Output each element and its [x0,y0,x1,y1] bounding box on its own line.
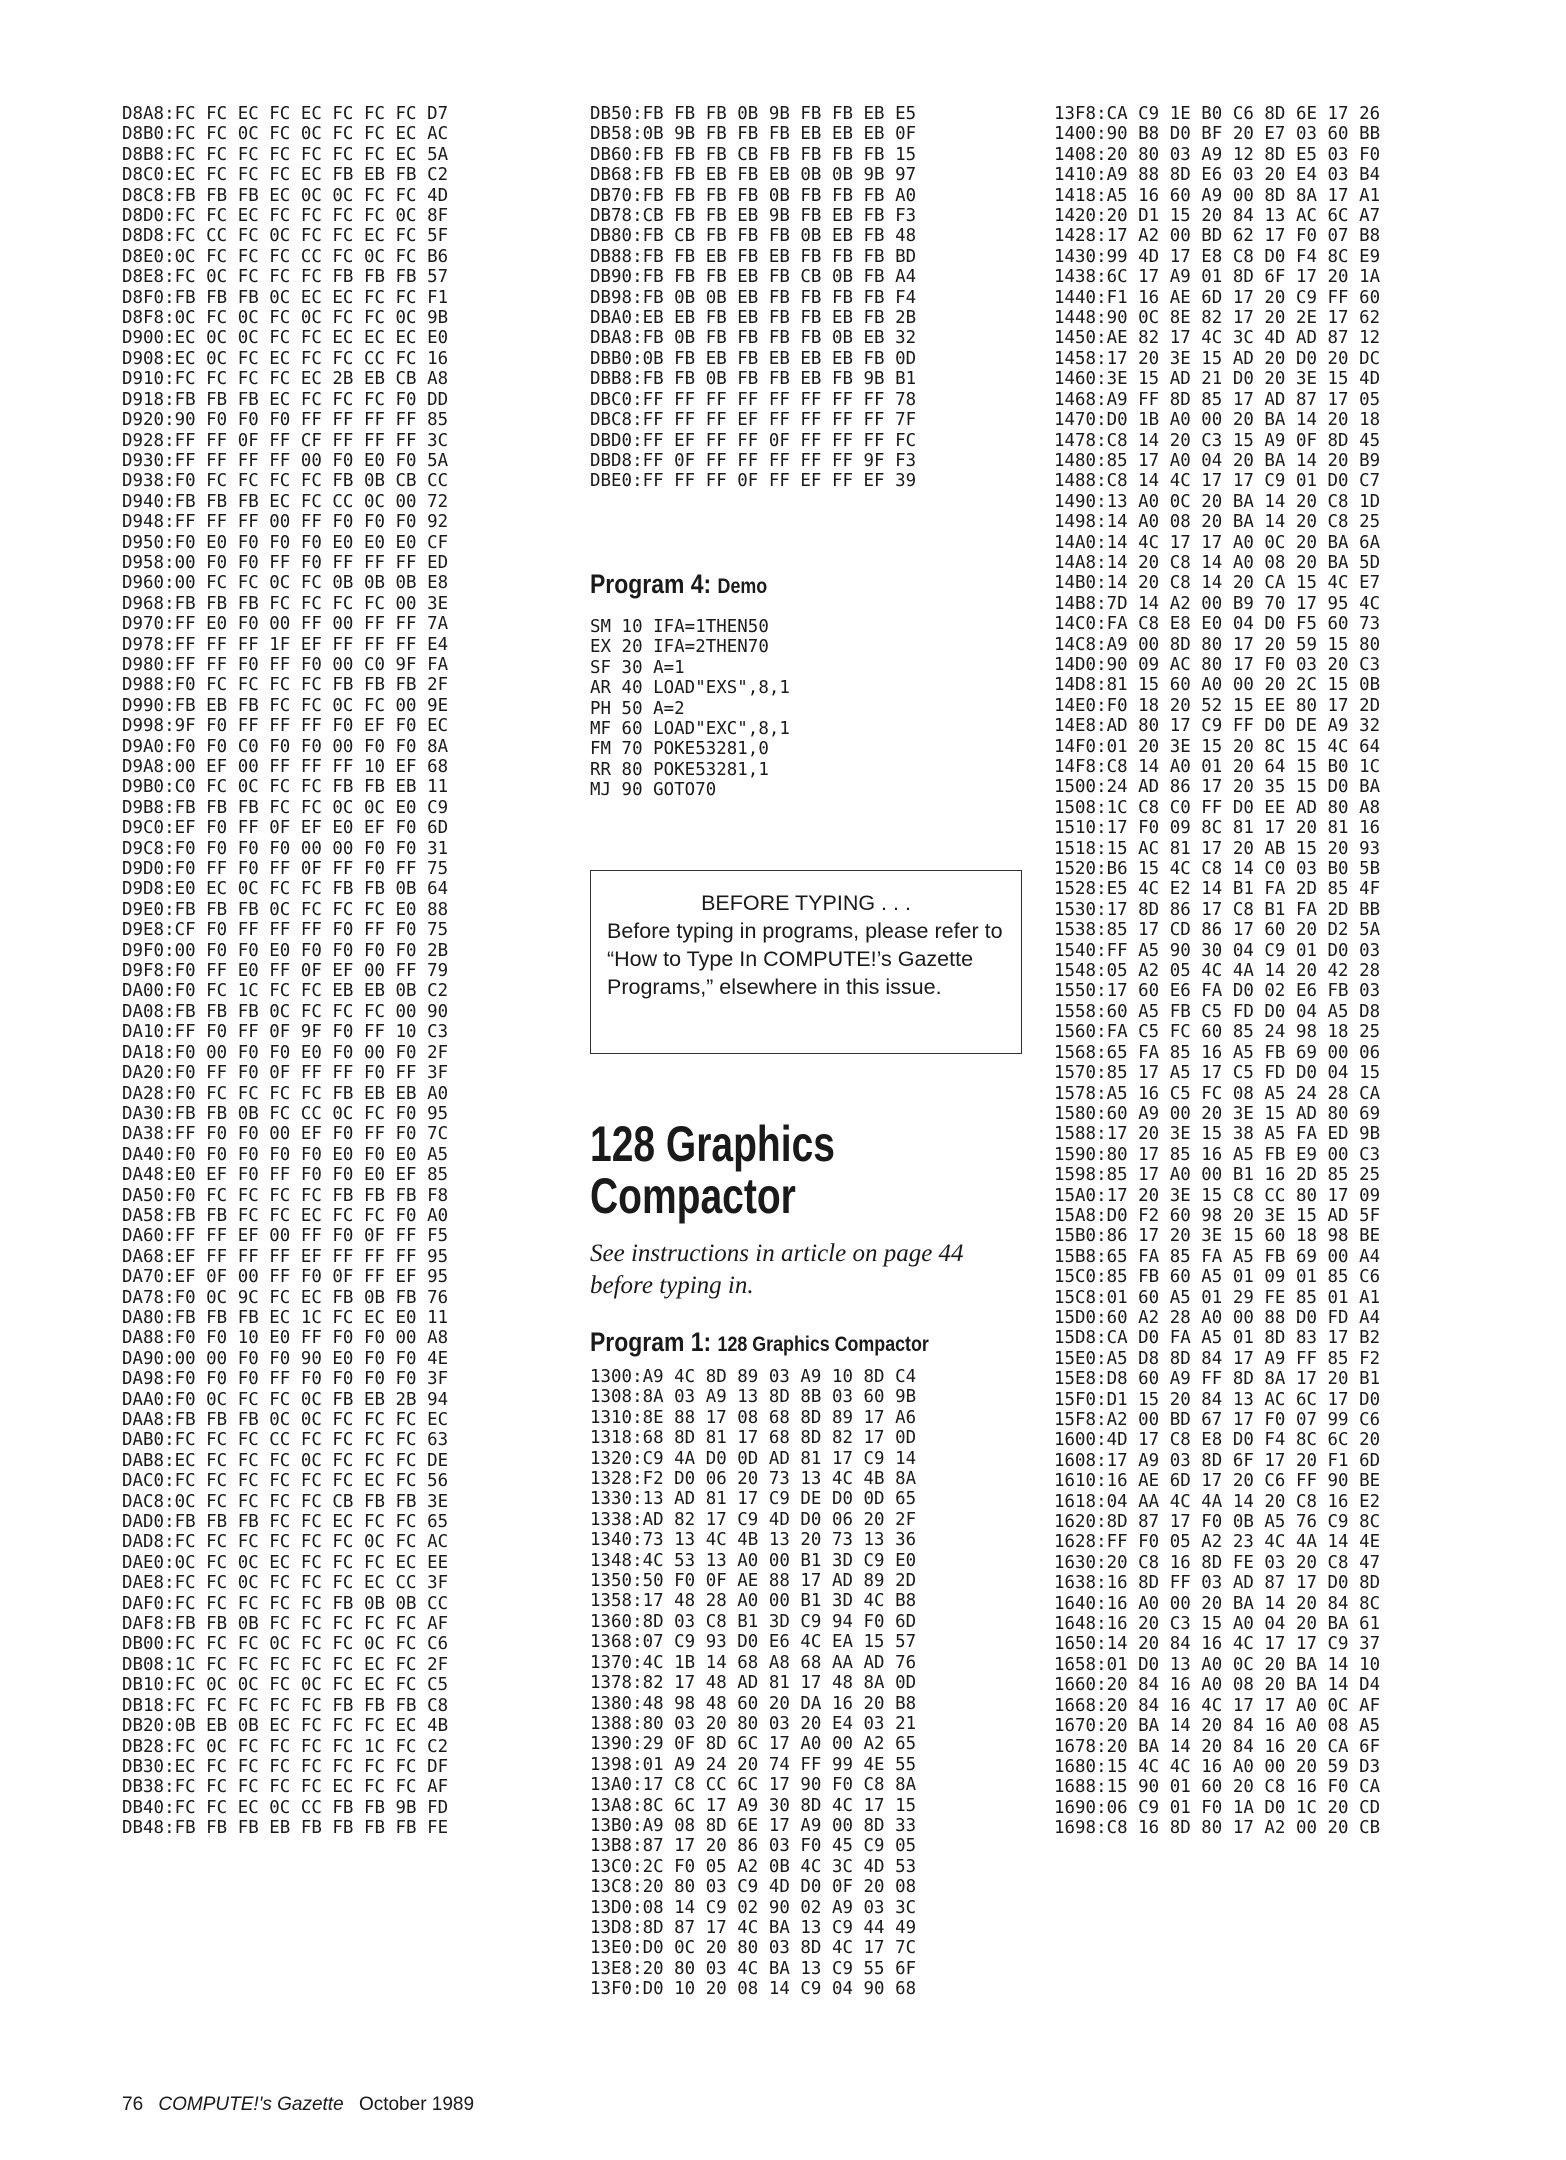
program-1-heading [590,1326,929,1361]
program-1-listing: 1300:A9 4C 8D 89 03 A9 10 8D C4 1308:8A 03 A9 13 8D 8B 03 60 9B 1310:8E 88 17 08 68 8D 89 17 A6 1318:68 8D 81 17 68 8D 82 17 0D 1320:C9 4A D0 0D AD 81 17 C9 14 1328:F2 D0 06 20 73 13 4C 4B 8A 1330:13 AD 81 17 C9 DE D0 0D 65 1338:AD 82 17 C9 4D D0 06 20 2F 1340:73 13 4C 4B 13 20 73 13 36 1348:4C 53 13 A0 00 B1 3D C9 E0 1350:50 F0 0F AE 88 17 AD 89 2D 1358:17 48 28 A0 00 B1 3D 4C B8 1360:8D 03 C8 B1 3D C9 94 F0 6D 1368:07 C9 93 D0 E6 4C EA 15 57 1370:4C 1B 14 68 A8 68 AA AD 76 1378:82 17 48 AD 81 17 48 8A 0D 1380:48 98 48 60 20 DA 16 20 B8 1388:80 03 20 80 03 20 E4 03 21 1390:29 0F 8D 6C 17 A0 00 A2 65 1398:01 A9 24 20 74 FF 99 4E 55 13A0:17 C8 CC 6C 17 90 F0 C8 8A 13A8:8C 6C 17 A9 30 8D 4C 17 15 13B0:A9 08 8D 6E 17 A9 00 8D 33 13B8:87 17 20 86 03 F0 45 C9 05 13C0:2C F0 05 A2 0B 4C 3C 4D 53 13C8:20 80 03 C9 4D D0 0F 20 08 13D0:08 14 C9 02 90 02 A9 03 3C 13D8:8D 87 17 4C BA 13 C9 44 49 13E0:D0 0C 20 80 03 8D 4C 17 7C 13E8:20 80 03 4C BA 13 C9 55 6F 13F0:D0 10 20 08 14 C9 04 90 68 [590,1367,917,2000]
before-typing-notice [590,870,1022,1054]
notice-body: Before typing in programs, please refer to “How to Type In COMPUTE!’s Gazette Programs,” elsewhere in this issue. [607,919,1003,999]
program-4-section [590,568,798,801]
hex-listing: D8A8:FC FC EC FC EC FC FC FC D7 D8B0:FC FC 0C FC 0C FC FC EC AC D8B8:FC FC FC FC FC FC FC EC 5A D8C0:EC FC FC FC EC FB EB FB C2 D8C8:FB FB FB EC 0C 0C FC FC 4D D8D0:FC FC EC FC FC FC FC 0C 8F D8D8:FC CC FC 0C FC FC EC FC 5F D8E0:0C FC FC FC CC FC 0C FC B6 D8E8:FC 0C FC FC FC FB FB FB 57 D8F0:FB FB FB 0C EC EC FC FC F1 D8F8:0C FC 0C FC 0C FC FC 0C 9B D900:EC 0C 0C FC FC EC EC EC E0 D908:EC 0C FC EC FC FC CC FC 16 D910:FC FC FC FC EC 2B EB CB A8 D918:FB FB FB EC FC FC FC F0 DD D920:90 F0 F0 F0 FF FF FF FF 85 D928:FF FF 0F FF CF FF FF FF 3C D930:FF FF FF FF 00 F0 E0 F0 5A D938:F0 FC FC FC FC FB 0B CB CC D940:FB FB FB EC FC CC 0C 00 72 D948:FF FF FF 00 FF F0 F0 F0 92 D950:F0 E0 F0 F0 F0 E0 E0 E0 CF D958:00 F0 F0 FF F0 FF FF FF ED D960:00 FC FC 0C FC 0B 0B 0B E8 D968:FB FB FB FC FC FC FC 00 3E D970:FF E0 F0 00 FF 00 FF FF 7A D978:FF FF FF 1F EF FF FF FF E4 D980:FF FF F0 FF F0 00 C0 9F FA D988:F0 FC FC FC FC FB FB FB 2F D990:FB EB FB FC FC 0C FC 00 9E D998:9F F0 FF FF FF F0 EF F0 EC D9A0:F0 F0 C0 F0 F0 00 F0 F0 8A D9A8:00 EF 00 FF FF FF 10 EF 68 D9B0:C0 FC 0C FC FC FB FB EB 11 D9B8:FB FB FB FC FC 0C 0C E0 C9 D9C0:EF F0 FF 0F EF E0 EF F0 6D D9C8:F0 F0 F0 F0 00 00 F0 F0 31 D9D0:F0 FF F0 FF 0F FF F0 FF 75 D9D8:E0 EC 0C FC FC FB FB 0B 64 D9E0:FB FB FB 0C FC FC FC E0 88 D9E8:CF F0 FF FF FF F0 FF F0 75 D9F0:00 F0 F0 E0 F0 F0 F0 F0 2B D9F8:F0 FF E0 FF 0F EF 00 FF 79 DA00:F0 FC 1C FC FC EB EB 0B C2 DA08:FB FB FB 0C FC FC FC 00 90 DA10:FF F0 FF 0F 9F F0 FF 10 C3 DA18:F0 00 F0 F0 E0 F0 00 F0 2F DA20:F0 FF F0 0F FF FF F0 FF 3F DA28:F0 FC FC FC FC FB EB EB A0 DA30:FB FB 0B FC CC 0C FC F0 95 DA38:FF F0 F0 00 EF F0 FF F0 7C DA40:F0 F0 F0 F0 F0 E0 F0 E0 A5 DA48:E0 EF F0 FF F0 F0 E0 EF 85 DA50:F0 FC FC FC FC FB FB FB F8 DA58:FB FB FC FC EC FC FC F0 A0 DA60:FF FF EF 00 FF F0 0F FF F5 DA68:EF FF FF FF EF FF FF FF 95 DA70:EF 0F 00 FF F0 0F FF EF 95 DA78:F0 0C 9C FC EC FB 0B FB 76 DA80:FB FB FB EC 1C FC EC E0 11 DA88:F0 F0 10 E0 FF F0 F0 00 A8 DA90:00 00 F0 F0 90 E0 F0 F0 4E DA98:F0 F0 F0 FF F0 F0 F0 F0 3F DAA0:F0 0C FC FC 0C FB EB 2B 94 DAA8:FB FB FB 0C 0C FC FC FC EC DAB0:FC FC FC CC FC FC FC FC 63 DAB8:EC FC FC FC 0C FC FC FC DE DAC0:FC FC FC FC FC FC EC FC 56 DAC8:0C FC FC FC FC CB FB FB 3E DAD0:FB FB FB FC FC EC FC FC 65 DAD8:FC FC FC FC FC FC 0C FC AC DAE0:0C FC 0C EC FC FC FC EC EE DAE8:FC FC 0C FC FC FC EC CC 3F DAF0:FC FC FC FC FC FB 0B 0B CC DAF8:FB FB 0B FC FC FC FC FC AF DB00:FC FC FC 0C FC FC 0C FC C6 DB08:1C FC FC FC FC FC EC FC 2F DB10:FC 0C 0C FC 0C FC EC FC C5 DB18:FC FC FC FC FC FB FB FB C8 DB20:0B EB 0B EC FC FC FC EC 4B DB28:FC 0C FC FC FC FC 1C FC C2 DB30:EC FC FC FC FC FC FC FC DF DB38:FC FC FC FC FC EC FC FC AF DB40:FC FC EC 0C CC FB FB 9B FD DB48:FB FB FB EB FB FB FB FB FE [122,104,449,1839]
hex-listing-column-1 [122,104,448,1839]
program-4-listing: SM 10 IFA=1THEN50 EX 20 IFA=2THEN70 SF 30 A=1 AR 40 LOAD"EXS",8,1 PH 50 A=2 MF 60 LOAD"EXC",8,1 FM 70 POKE53281,0 RR 80 POKE53281,1 MJ 90 GOTO70 [590,617,790,801]
page-footer [122,2094,474,2116]
program-4-heading-prefix: Program 4: [590,569,712,599]
article-title-line-1: 128 Graphics [590,1116,835,1172]
article-title-line-2: Compactor [590,1168,796,1224]
article-intro: See instructions in article on page 44 before typing in. [590,1240,964,1299]
issue-date: October 1989 [358,2094,475,2115]
hex-listing-column-3 [1054,104,1380,1839]
page-number: 76 [122,2094,144,2115]
article-title [590,1118,835,1222]
publication-name: COMPUTE!'s Gazette [158,2094,344,2115]
hex-listing: DB50:FB FB FB 0B 9B FB FB EB E5 DB58:0B 9B FB FB FB EB EB EB 0F DB60:FB FB FB CB FB FB FB FB 15 DB68:FB FB EB FB EB 0B 0B 9B 97 DB70:FB FB FB FB 0B FB FB FB A0 DB78:CB FB FB EB 9B FB EB FB F3 DB80:FB CB FB FB FB 0B EB FB 48 DB88:FB FB EB FB EB FB FB FB BD DB90:FB FB FB EB FB CB 0B FB A4 DB98:FB 0B 0B EB FB FB FB FB F4 DBA0:EB EB FB EB FB FB EB FB 2B DBA8:FB 0B FB FB FB FB 0B EB 32 DBB0:0B FB EB FB EB EB EB FB 0D DBB8:FB FB 0B FB FB EB FB 9B B1 DBC0:FF FF FF FF FF FF FF FF 78 DBC8:FF FF FF EF FF FF FF FF 7F DBD0:FF EF FF FF 0F FF FF FF FC DBD8:FF 0F FF FF FF FF FF 9F F3 DBE0:FF FF FF 0F FF EF FF EF 39 [590,104,917,492]
notice-title: BEFORE TYPING . . . [701,891,911,915]
program-4-heading [590,568,767,603]
hex-listing-column-2 [590,104,916,492]
program-1-heading-prefix: Program 1: [590,1327,712,1357]
program-4-heading-title: Demo [717,575,768,598]
hex-listing: 13F8:CA C9 1E B0 C6 8D 6E 17 26 1400:90 B8 D0 BF 20 E7 03 60 BB 1408:20 80 03 A9 12 8D E5 03 F0 1410:A9 88 8D E6 03 20 E4 03 B4 1418:A5 16 60 A9 00 8D 8A 17 A1 1420:20 D1 15 20 84 13 AC 6C A7 1428:17 A2 00 BD 62 17 F0 07 B8 1430:99 4D 17 E8 C8 D0 F4 8C E9 1438:6C 17 A9 01 8D 6F 17 20 1A 1440:F1 16 AE 6D 17 20 C9 FF 60 1448:90 0C 8E 82 17 20 2E 17 62 1450:AE 82 17 4C 3C 4D AD 87 12 1458:17 20 3E 15 AD 20 D0 20 DC 1460:3E 15 AD 21 D0 20 3E 15 4D 1468:A9 FF 8D 85 17 AD 87 17 05 1470:D0 1B A0 00 20 BA 14 20 18 1478:C8 14 20 C3 15 A9 0F 8D 45 1480:85 17 A0 04 20 BA 14 20 B9 1488:C8 14 4C 17 17 C9 01 D0 C7 1490:13 A0 0C 20 BA 14 20 C8 1D 1498:14 A0 08 20 BA 14 20 C8 25 14A0:14 4C 17 17 A0 0C 20 BA 6A 14A8:14 20 C8 14 A0 08 20 BA 5D 14B0:14 20 C8 14 20 CA 15 4C E7 14B8:7D 14 A2 00 B9 70 17 95 4C 14C0:FA C8 E8 E0 04 D0 F5 60 73 14C8:A9 00 8D 80 17 20 59 15 80 14D0:90 09 AC 80 17 F0 03 20 C3 14D8:81 15 60 A0 00 20 2C 15 0B 14E0:F0 18 20 52 15 EE 80 17 2D 14E8:AD 80 17 C9 FF D0 DE A9 32 14F0:01 20 3E 15 20 8C 15 4C 64 14F8:C8 14 A0 01 20 64 15 B0 1C 1500:24 AD 86 17 20 35 15 D0 BA 1508:1C C8 C0 FF D0 EE AD 80 A8 1510:17 F0 09 8C 81 17 20 81 16 1518:15 AC 81 17 20 AB 15 20 93 1520:B6 15 4C C8 14 C0 03 B0 5B 1528:E5 4C E2 14 B1 FA 2D 85 4F 1530:17 8D 86 17 C8 B1 FA 2D BB 1538:85 17 CD 86 17 60 20 D2 5A 1540:FF A5 90 30 04 C9 01 D0 03 1548:05 A2 05 4C 4A 14 20 42 28 1550:17 60 E6 FA D0 02 E6 FB 03 1558:60 A5 FB C5 FD D0 04 A5 D8 1560:FA C5 FC 60 85 24 98 18 25 1568:65 FA 85 16 A5 FB 69 00 06 1570:85 17 A5 17 C5 FD D0 04 15 1578:A5 16 C5 FC 08 A5 24 28 CA 1580:60 A9 00 20 3E 15 AD 80 69 1588:17 20 3E 15 38 A5 FA ED 9B 1590:80 17 85 16 A5 FB E9 00 C3 1598:85 17 A0 00 B1 16 2D 85 25 15A0:17 20 3E 15 C8 CC 80 17 09 15A8:D0 F2 60 98 20 3E 15 AD 5F 15B0:86 17 20 3E 15 60 18 98 BE 15B8:65 FA 85 FA A5 FB 69 00 A4 15C0:85 FB 60 A5 01 09 01 85 C6 15C8:01 60 A5 01 29 FE 85 01 A1 15D0:60 A2 28 A0 00 88 D0 FD A4 15D8:CA D0 FA A5 01 8D 83 17 B2 15E0:A5 D8 8D 84 17 A9 FF 85 F2 15E8:D8 60 A9 FF 8D 8A 17 20 B1 15F0:D1 15 20 84 13 AC 6C 17 D0 15F8:A2 00 BD 67 17 F0 07 99 C6 1600:4D 17 C8 E8 D0 F4 8C 6C 20 1608:17 A9 03 8D 6F 17 20 F1 6D 1610:16 AE 6D 17 20 C6 FF 90 BE 1618:04 AA 4C 4A 14 20 C8 16 E2 1620:8D 87 17 F0 0B A5 76 C9 8C 1628:FF F0 05 A2 23 4C 4A 14 4E 1630:20 C8 16 8D FE 03 20 C8 47 1638:16 8D FF 03 AD 87 17 D0 8D 1640:16 A0 00 20 BA 14 20 84 8C 1648:16 20 C3 15 A0 04 20 BA 61 1650:14 20 84 16 4C 17 17 C9 37 1658:01 D0 13 A0 0C 20 BA 14 10 1660:20 84 16 A0 08 20 BA 14 D4 1668:20 84 16 4C 17 17 A0 0C AF 1670:20 BA 14 20 84 16 A0 08 A5 1678:20 BA 14 20 84 16 20 CA 6F 1680:15 4C 4C 16 A0 00 20 59 D3 1688:15 90 01 60 20 C8 16 F0 CA 1690:06 C9 01 F0 1A D0 1C 20 CD 1698:C8 16 8D 80 17 A2 00 20 CB [1054,104,1381,1839]
program-1-section [590,1326,989,2000]
program-1-heading-title: 128 Graphics Compactor [717,1333,929,1356]
